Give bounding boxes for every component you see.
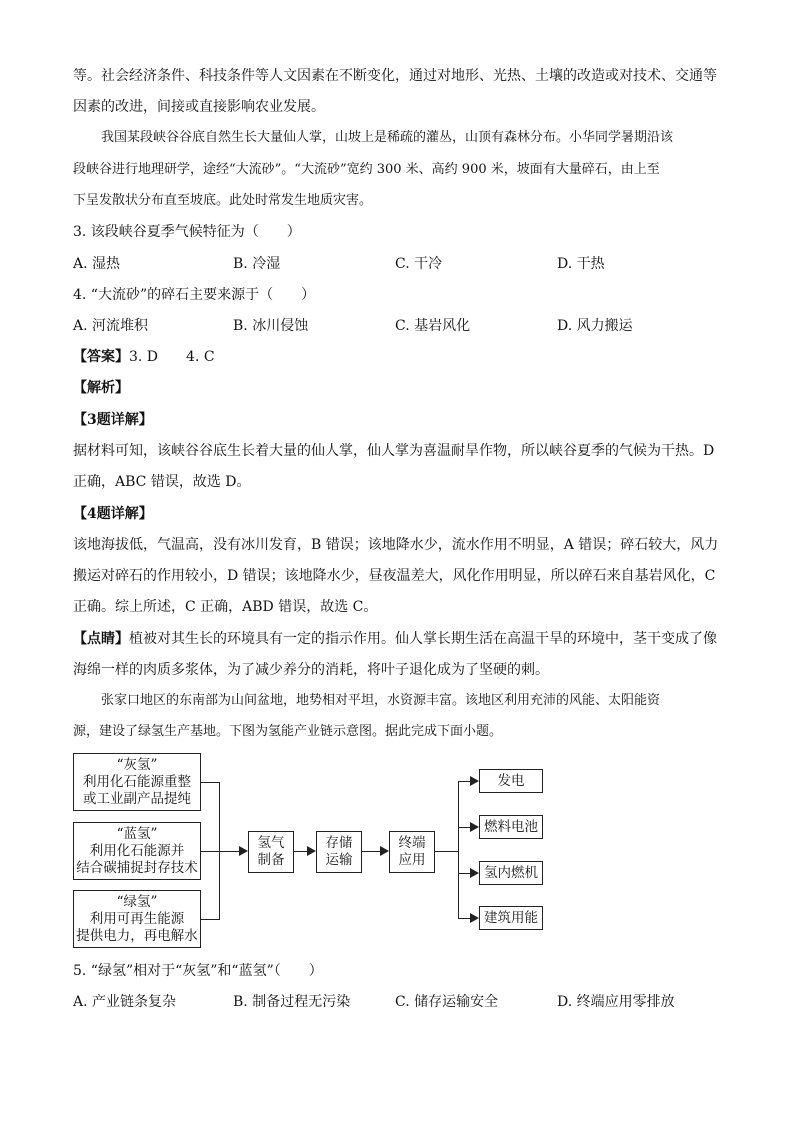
- intro-line-2: 因素的改进，间接或直接影响农业发展。: [73, 99, 325, 115]
- source-green-line1: 利用可再生能源: [89, 911, 185, 927]
- stage-terminal-line1: 终端: [398, 835, 426, 851]
- arrow-to-engine-head: [470, 868, 479, 878]
- arrow-to-storage-head: [307, 846, 316, 856]
- tip-line-2: 海绵一样的肉质多浆体，为了减少养分的消耗，将叶子退化成为了坚硬的刺。: [73, 662, 549, 678]
- answer-text: 3. D 4. C: [129, 349, 215, 365]
- material2-line-1: 张家口地区的东南部为山间盆地，地势相对平坦，水资源丰富。该地区利用充沛的风能、太阳能资: [101, 693, 661, 708]
- material2-line-2: 源，建设了绿氢生产基地。下图为氢能产业链示意图。据此完成下面小题。: [73, 724, 503, 739]
- question-4-stem: 4. “大流砂”的碎石主要来源于（ ）: [73, 287, 316, 303]
- use-box-engine: 氢内燃机: [479, 861, 543, 885]
- arrow-to-preparation-line: [220, 851, 241, 852]
- arrow-to-fuelcell-head: [470, 822, 479, 832]
- source-grey-line2: 或工业副产品提纯: [83, 791, 191, 807]
- use-box-building: 建筑用能: [479, 906, 543, 930]
- q3-option-c[interactable]: C. 干冷: [395, 256, 443, 272]
- analysis-tag: 【解析】: [73, 380, 129, 396]
- intro-line-1: 等。社会经济条件、科技条件等人文因素在不断变化，通过对地形、光热、土壤的改造或对技术、交通等: [73, 68, 717, 84]
- arrow-to-building-head: [470, 913, 479, 923]
- q4-option-b[interactable]: B. 冰川侵蚀: [233, 318, 309, 334]
- question-5-stem: 5. “绿氢”相对于“灰氢”和“蓝氢”（ ）: [73, 963, 323, 979]
- arrow-to-terminal-line: [362, 851, 382, 852]
- stage-preparation-line1: 氢气: [257, 835, 285, 851]
- detail3-line-1: 据材料可知，该峡谷谷底生长着大量的仙人掌，仙人掌为喜温耐旱作物，所以峡谷夏季的气候为干热。D: [73, 443, 715, 459]
- material1-line-3: 下呈发散状分布直至坡底。此处时常发生地质灾害。: [73, 193, 373, 208]
- connector-blue: [201, 851, 220, 852]
- source-blue-title: “蓝氢”: [116, 826, 158, 842]
- stage-box-storage: [316, 831, 362, 873]
- arrow-to-preparation-head: [239, 846, 248, 856]
- answer-tag: 【答案】: [73, 349, 129, 365]
- source-box-grey: [73, 753, 201, 811]
- arrow-to-power-head: [470, 776, 479, 786]
- q3-option-d[interactable]: D. 干热: [557, 256, 605, 272]
- use-box-power: 发电: [479, 769, 543, 793]
- detail4-line-2: 搬运对碎石的作用较小，D 错误；该地降水少，昼夜温差大，风化作用明显，所以碎石来自基岩风化，C: [73, 568, 716, 584]
- connector-grey: [201, 782, 220, 783]
- use-box-fuelcell: 燃料电池: [479, 815, 543, 839]
- source-blue-line1: 利用化石能源并: [89, 843, 185, 859]
- question-3-options: [73, 254, 733, 274]
- q5-option-a[interactable]: A. 产业链条复杂: [73, 994, 177, 1010]
- source-grey-title: “灰氢”: [116, 757, 158, 773]
- source-green-title: “绿氢”: [116, 894, 158, 910]
- q4-option-d[interactable]: D. 风力搬运: [557, 318, 633, 334]
- arrow-to-terminal-head: [380, 846, 389, 856]
- material1-line-2: 段峡谷进行地理研学，途经“大流砂”。“大流砂”宽约 300 米、高约 900 米，坡面有大量碎石，由上至: [73, 162, 660, 177]
- q3-option-a[interactable]: A. 湿热: [73, 256, 121, 272]
- tip-line-1: [73, 629, 723, 649]
- stage-preparation-line2: 制备: [257, 852, 285, 868]
- source-grey-line1: 利用化石能源重整: [83, 774, 191, 790]
- connector-green: [201, 919, 220, 920]
- question-4-options: [73, 316, 733, 336]
- source-box-green: [73, 890, 201, 948]
- stage-box-preparation: [248, 831, 294, 873]
- question-3-stem: 3. 该段峡谷夏季气候特征为（ ）: [73, 224, 301, 240]
- detail4-line-3: 正确。综上所述，C 正确，ABD 错误，故选 C。: [73, 599, 378, 615]
- tip-text-1: 植被对其生长的环境具有一定的指示作用。仙人掌长期生活在高温干旱的环境中，茎干变成了像: [129, 631, 717, 647]
- stage-terminal-line2: 应用: [398, 852, 426, 868]
- q5-option-d[interactable]: D. 终端应用零排放: [557, 994, 675, 1010]
- source-green-line2: 提供电力，再电解水: [76, 928, 198, 944]
- detail3-line-2: 正确，ABC 错误，故选 D。: [73, 474, 251, 490]
- q3-option-b[interactable]: B. 冷湿: [233, 256, 281, 272]
- detail4-tag: 【4题详解】: [73, 506, 153, 522]
- q5-option-c[interactable]: C. 储存运输安全: [395, 994, 499, 1010]
- q5-option-b[interactable]: B. 制备过程无污染: [233, 994, 351, 1010]
- q4-option-a[interactable]: A. 河流堆积: [73, 318, 149, 334]
- connector-to-uses: [435, 851, 459, 852]
- stage-storage-line2: 运输: [325, 852, 353, 868]
- source-blue-line2: 结合碳捕捉封存技术: [76, 860, 198, 876]
- detail4-line-1: 该地海拔低，气温高，没有冰川发育，B 错误；该地降水少，流水作用不明显，A 错误；碎石较大，风力: [73, 537, 719, 553]
- detail3-tag: 【3题详解】: [73, 412, 153, 428]
- source-box-blue: [73, 822, 201, 880]
- answer-line: [73, 347, 723, 367]
- material1-line-1: 我国某段峡谷谷底自然生长大量仙人掌，山坡上是稀疏的灌丛，山顶有森林分布。小华同学暑期沿该: [101, 130, 674, 145]
- q4-option-c[interactable]: C. 基岩风化: [395, 318, 471, 334]
- stage-box-terminal: [389, 831, 435, 873]
- tip-tag: 【点睛】: [73, 631, 129, 647]
- question-5-options: [73, 992, 733, 1012]
- stage-storage-line1: 存储: [325, 835, 353, 851]
- connector-vertical-right: [458, 781, 459, 918]
